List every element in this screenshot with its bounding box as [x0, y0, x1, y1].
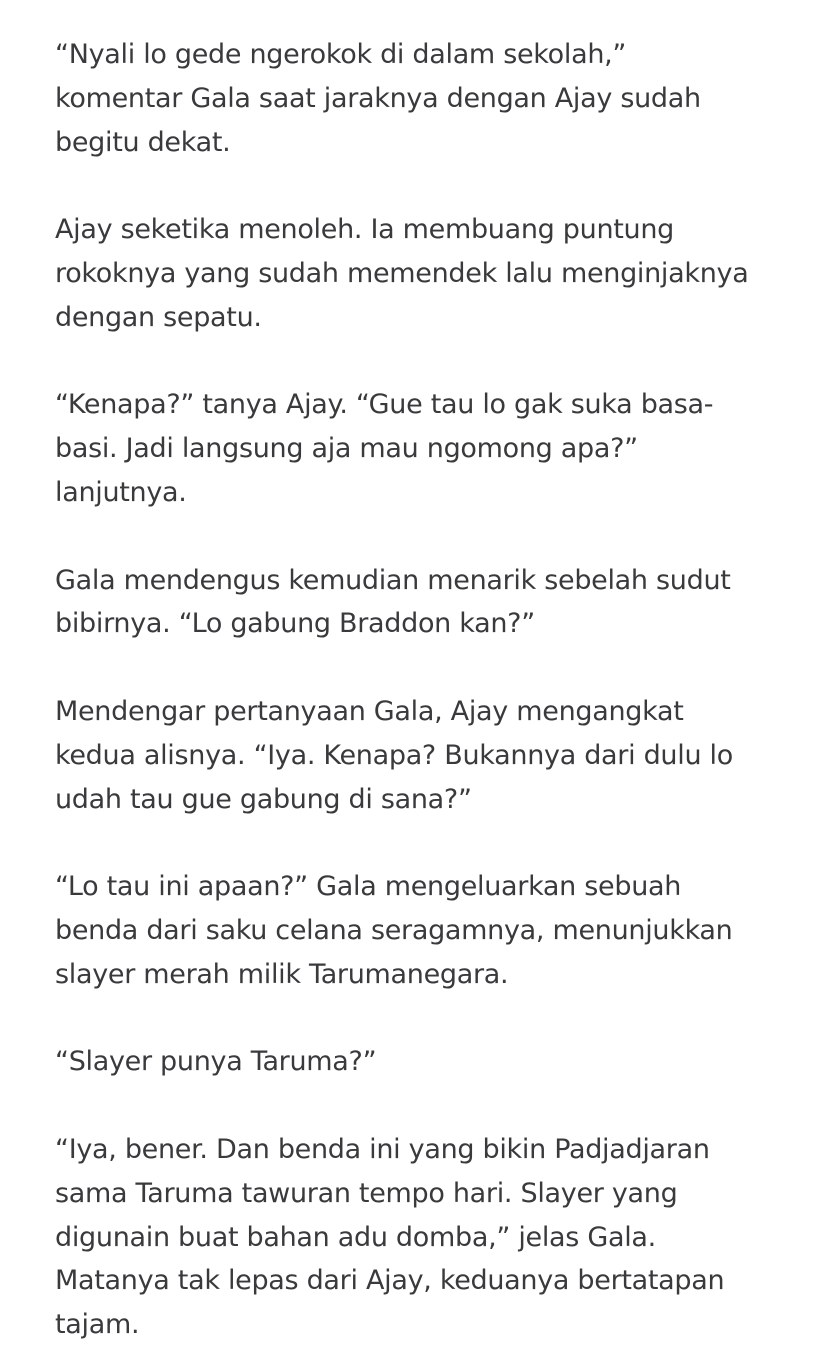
text-line: “Kenapa?” tanya Ajay. “Gue tau lo gak suka basa-	[55, 389, 714, 421]
text-line: “Nyali lo gede ngerokok di dalam sekolah,”	[55, 39, 627, 70]
text-line: benda dari saku celana seragamnya, menunjukkan	[55, 914, 733, 946]
text-line: slayer merah milik Tarumanegara.	[55, 958, 509, 990]
text-line: Matanya tak lepas dari Ajay, keduanya bertatapan	[55, 1265, 725, 1297]
text-line: “Lo tau ini apaan?” Gala mengeluarkan sebuah	[55, 871, 682, 903]
text-line: “Iya, bener. Dan benda ini yang bikin Padjadjaran	[55, 1133, 710, 1165]
paragraph	[55, 1128, 785, 1347]
paragraph	[55, 1040, 785, 1084]
text-line: Ajay seketika menoleh. Ia membuang puntung	[55, 214, 675, 246]
paragraph	[55, 559, 785, 647]
text-line: komentar Gala saat jaraknya dengan Ajay sudah	[55, 82, 701, 114]
story-text	[55, 33, 785, 1347]
text-line: kedua alisnya. “Iya. Kenapa? Bukannya dari dulu lo	[55, 739, 733, 771]
text-line: lanjutnya.	[55, 476, 187, 508]
text-line: Gala mendengus kemudian menarik sebelah sudut	[55, 564, 731, 596]
paragraph	[55, 33, 785, 164]
paragraph	[55, 690, 785, 821]
paragraph	[55, 208, 785, 339]
text-line: bibirnya. “Lo gabung Braddon kan?”	[55, 608, 535, 640]
text-line: tajam.	[55, 1309, 140, 1341]
paragraph	[55, 865, 785, 996]
text-line: basi. Jadi langsung aja mau ngomong apa?”	[55, 433, 638, 465]
text-line: begitu dekat.	[55, 126, 231, 158]
text-line: Mendengar pertanyaan Gala, Ajay mengangkat	[55, 695, 684, 727]
paragraph	[55, 383, 785, 514]
text-line: rokoknya yang sudah memendek lalu menginjaknya	[55, 257, 749, 289]
text-line: dengan sepatu.	[55, 301, 262, 333]
text-line: udah tau gue gabung di sana?”	[55, 783, 472, 815]
text-line: “Slayer punya Taruma?”	[55, 1046, 377, 1078]
text-line: digunain buat bahan adu domba,” jelas Gala.	[55, 1221, 656, 1253]
text-line: sama Taruma tawuran tempo hari. Slayer yang	[55, 1177, 678, 1209]
